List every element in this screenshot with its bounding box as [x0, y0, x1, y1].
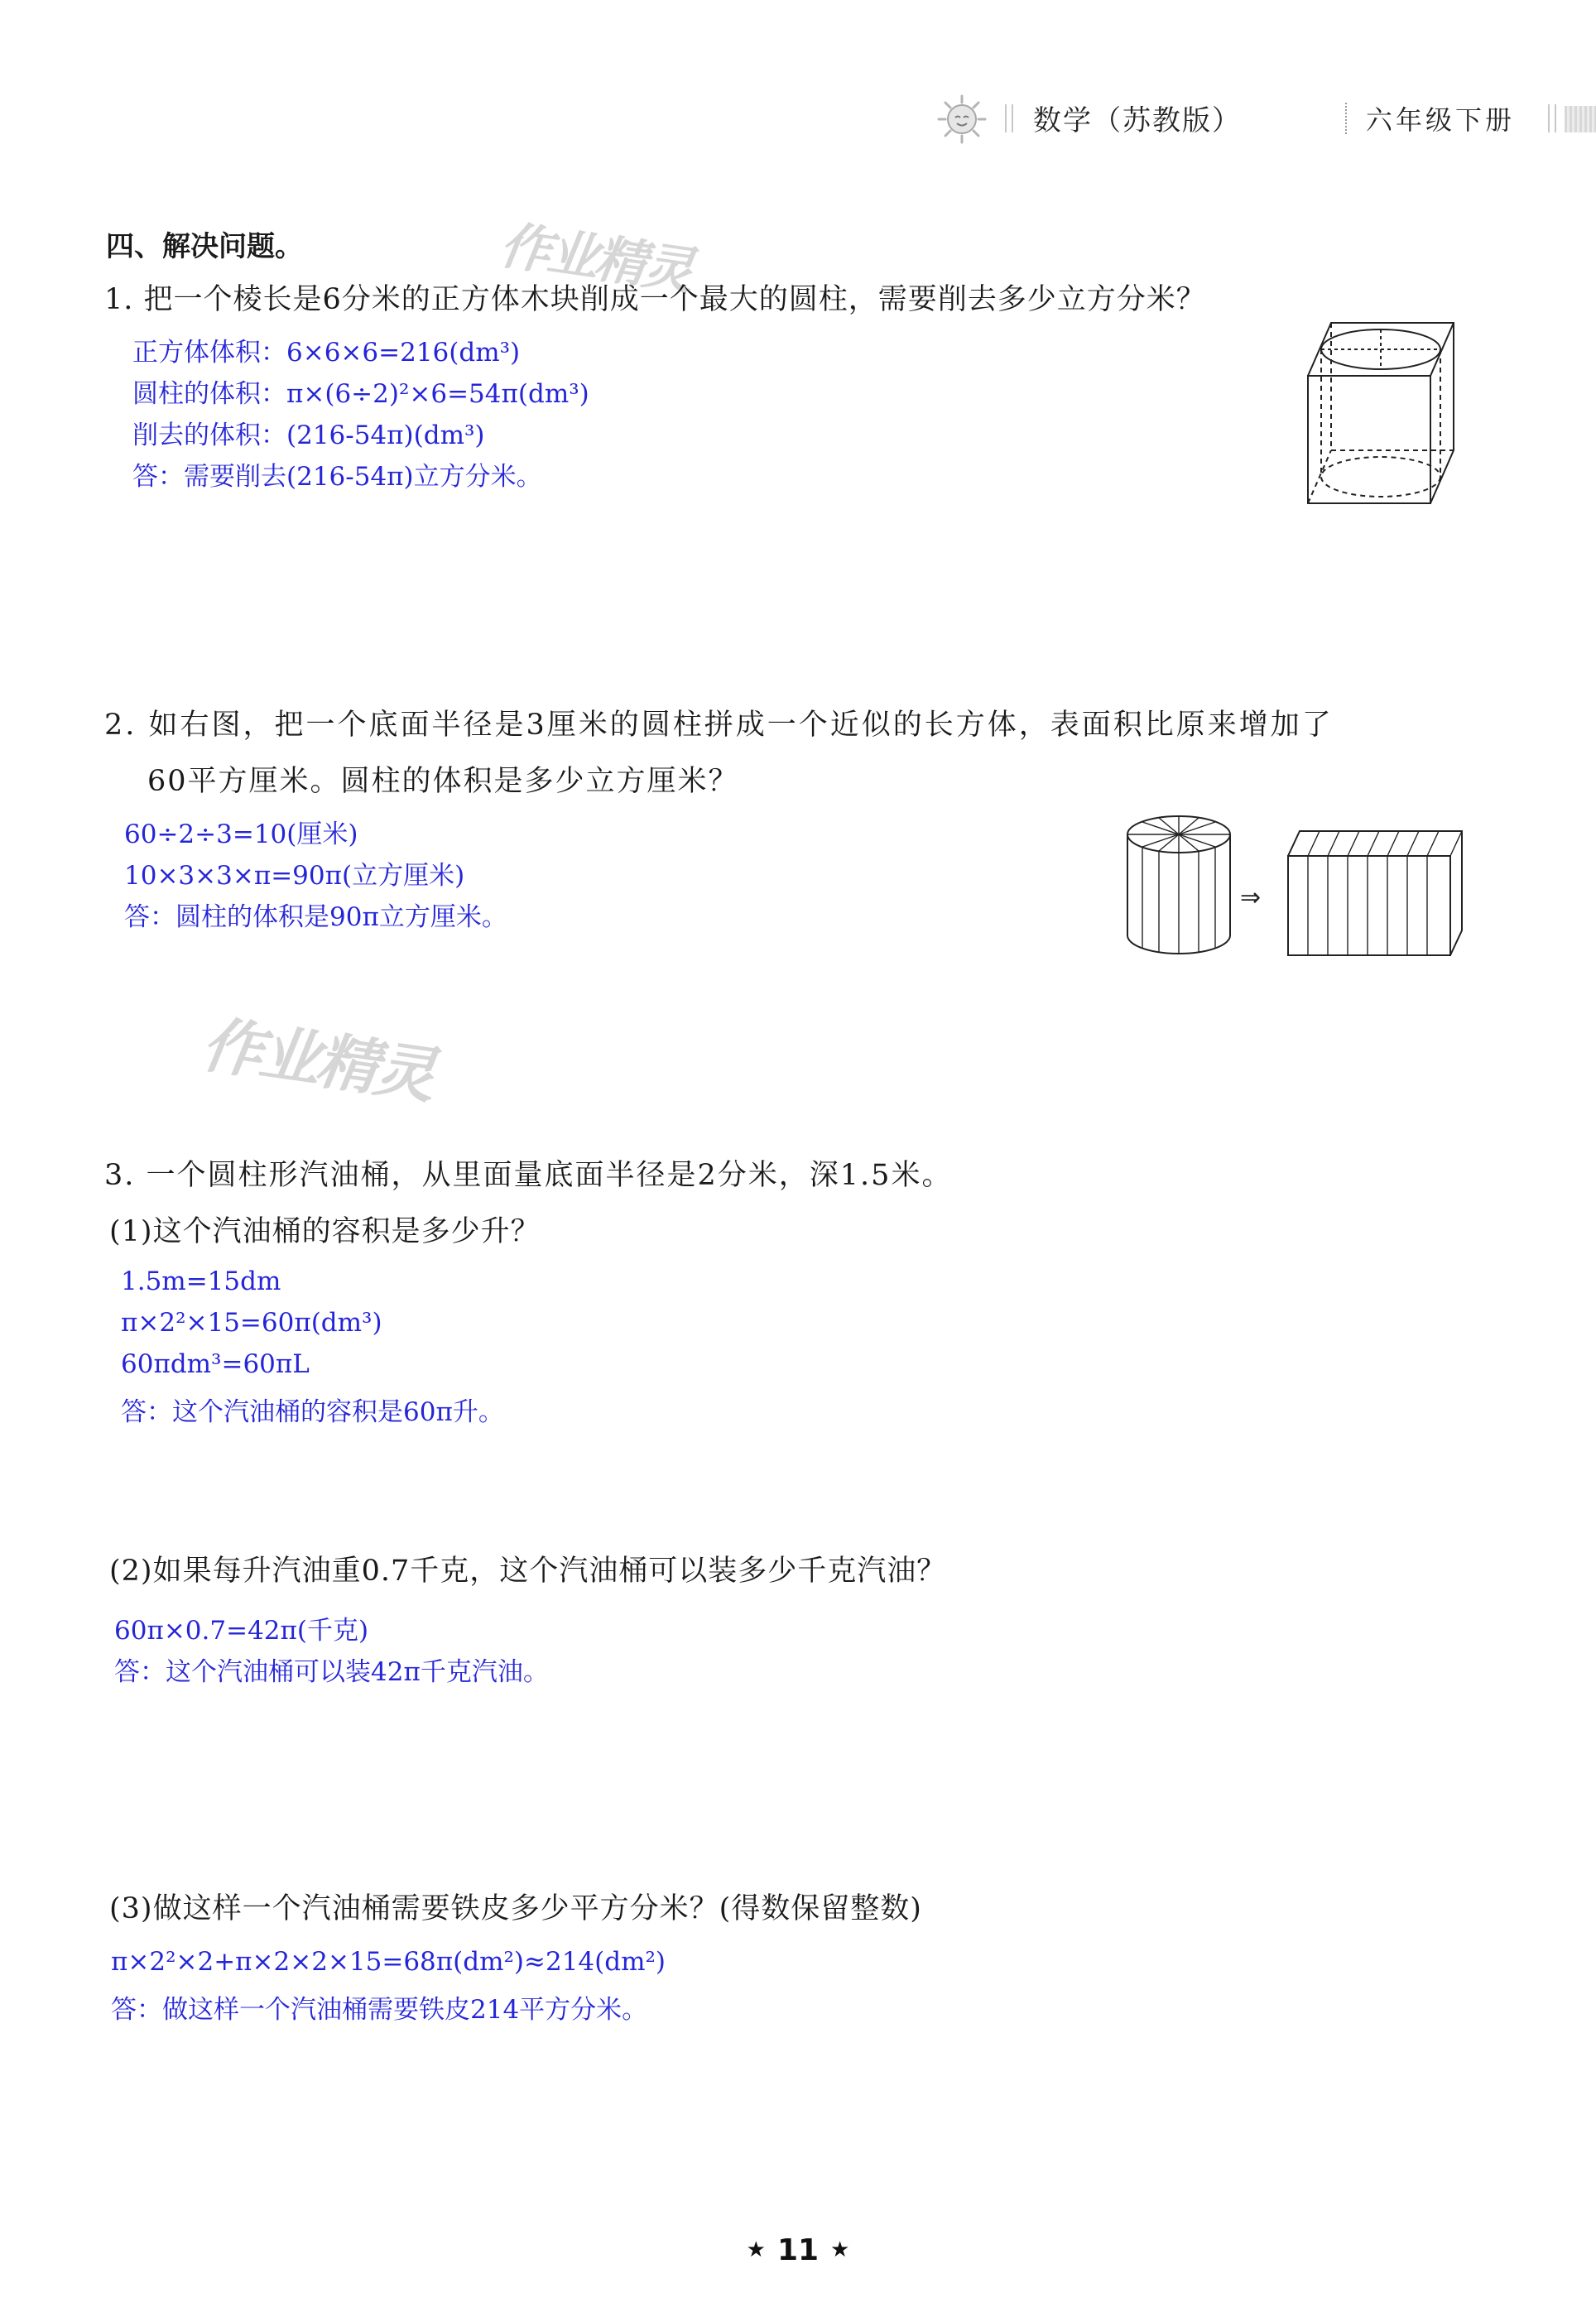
- sun-mascot-icon: [935, 93, 988, 146]
- page-footer: [0, 2233, 1596, 2267]
- problem-1-answer-line: 圆柱的体积：π×(6÷2)²×6=54π(dm³): [132, 379, 589, 409]
- watermark: 作业精灵: [496, 214, 695, 301]
- problem-2-question: 2. 如右图，把一个底面半径是3厘米的圆柱拼成一个近似的长方体，表面积比原来增加了: [104, 709, 1334, 742]
- problem-3-part-1-answer-line: π×2²×15=60π(dm³): [121, 1308, 382, 1338]
- problem-1-answer-line: 答：需要削去(216-54π)立方分米。: [132, 462, 542, 492]
- header-subject: 数学（苏教版）: [1033, 104, 1242, 137]
- star-icon: ★: [746, 2237, 766, 2262]
- cube-with-inscribed-cylinder-figure: [1303, 318, 1460, 508]
- page-header: [935, 93, 1581, 146]
- cylinder-to-cuboid-figure: [1118, 810, 1465, 959]
- problem-3-part-2-answer-line: 60π×0.7=42π(千克): [114, 1616, 369, 1646]
- problem-1-answer-line: 削去的体积：(216-54π)(dm³): [132, 421, 485, 450]
- problem-3-part-3-answer-line: 答：做这样一个汽油桶需要铁皮214平方分米。: [111, 1995, 648, 2025]
- section-title: 四、解决问题。: [106, 230, 303, 263]
- problem-3-part-1-answer-line: 60πdm³=60πL: [121, 1349, 310, 1379]
- problem-3-question: 3. 一个圆柱形汽油桶，从里面量底面半径是2分米，深1.5米。: [104, 1159, 953, 1192]
- problem-2-answer-line: 答：圆柱的体积是90π立方厘米。: [124, 902, 507, 932]
- problem-3-part-1-question: (1)这个汽油桶的容积是多少升？: [109, 1215, 541, 1248]
- watermark: 作业精灵: [197, 1008, 437, 1113]
- problem-2-answer-line: 60÷2÷3=10(厘米): [124, 820, 358, 849]
- transform-arrow: ⇒: [1240, 883, 1262, 912]
- problem-3-part-1-answer-line: 答：这个汽油桶的容积是60π升。: [121, 1397, 504, 1427]
- problem-1-question: 1. 把一个棱长是6分米的正方体木块削成一个最大的圆柱，需要削去多少立方分米？: [104, 283, 1206, 316]
- problem-3-part-3-question: (3)做这样一个汽油桶需要铁皮多少平方分米？(得数保留整数): [109, 1892, 922, 1925]
- problem-2-question-cont: 60平方厘米。圆柱的体积是多少立方厘米？: [147, 765, 739, 798]
- header-divider-right: [1548, 104, 1556, 132]
- header-separator: [1345, 103, 1349, 134]
- star-icon: ★: [830, 2237, 850, 2262]
- problem-2-answer-line: 10×3×3×π=90π(立方厘米): [124, 861, 465, 891]
- problem-3-part-1-answer-line: 1.5m=15dm: [121, 1267, 281, 1296]
- problem-3-part-3-answer-line: π×2²×2+π×2×2×15=68π(dm²)≈214(dm²): [111, 1947, 666, 1977]
- page-number: 11: [776, 2233, 820, 2267]
- problem-3-part-2-answer-line: 答：这个汽油桶可以装42π千克汽油。: [114, 1657, 549, 1687]
- header-divider: [1005, 104, 1013, 132]
- header-grade: 六年级下册: [1366, 104, 1516, 136]
- problem-3-part-2-question: (2)如果每升汽油重0.7千克，这个汽油桶可以装多少千克汽油？: [109, 1555, 947, 1588]
- header-shade-bar: [1565, 106, 1596, 132]
- problem-1-answer-line: 正方体体积：6×6×6=216(dm³): [132, 338, 521, 368]
